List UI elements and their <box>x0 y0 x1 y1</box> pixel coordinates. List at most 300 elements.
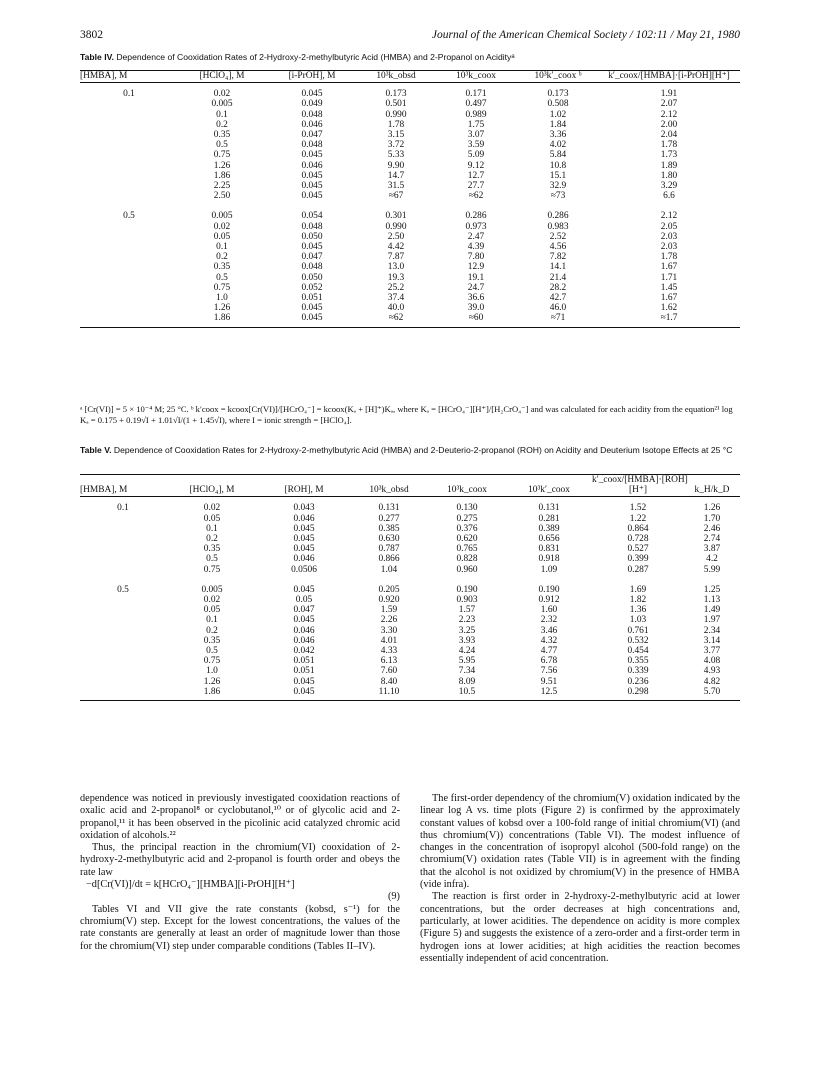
table-cell: 2.52 <box>549 231 567 242</box>
table-cell: 4.08 <box>703 656 721 667</box>
table-cell: 2.34 <box>703 625 721 636</box>
table-cell: 0.275 <box>456 513 478 524</box>
table-cell: 0.047 <box>301 130 323 141</box>
hmba-cell <box>80 303 178 313</box>
table-cell: 7.34 <box>458 666 476 677</box>
table-row <box>80 595 740 605</box>
table-cell: 1.86 <box>213 170 231 181</box>
table-cell: 0.990 <box>385 109 407 120</box>
table4-column-header: 10³k_coox <box>434 71 518 83</box>
table-cell: 2.00 <box>660 119 678 130</box>
table-cell: 1.59 <box>380 605 398 616</box>
table-cell: 1.22 <box>629 513 647 524</box>
table-row <box>80 120 740 130</box>
table-cell: 0.205 <box>378 584 400 595</box>
table-row <box>80 191 740 201</box>
table-cell: 0.2 <box>216 252 228 263</box>
body-paragraph: Thus, the principal reaction in the chromium(VI) cooxidation of 2-hydroxy-2-methylbutyric acid and 2-propanol is fourth order and obeys the rate law <box>80 842 400 878</box>
table-cell: 3.14 <box>703 635 721 646</box>
table-cell: 1.04 <box>380 564 398 575</box>
table-cell: 21.4 <box>549 272 567 283</box>
table5-column-header: k_H/k_D <box>684 475 740 497</box>
table-cell: 0.298 <box>592 687 684 701</box>
table-cell: 1.86 <box>166 687 258 701</box>
table5-column-header: 10³k′_coox <box>506 475 592 497</box>
table-cell: 0.620 <box>456 534 478 545</box>
hmba-cell <box>80 666 166 676</box>
table-cell: 2.50 <box>213 191 231 202</box>
table-row <box>80 222 740 232</box>
table-cell: 9.51 <box>540 676 558 687</box>
table-cell: 0.045 <box>301 242 323 253</box>
table-row <box>80 232 740 242</box>
table5 <box>80 474 740 701</box>
table-cell: 4.01 <box>380 635 398 646</box>
table-cell: 0.389 <box>538 523 560 534</box>
table-cell: 6.13 <box>380 656 398 667</box>
table-cell: 4.32 <box>540 635 558 646</box>
table-cell: 3.07 <box>467 130 485 141</box>
table-row <box>80 283 740 293</box>
table-cell: 0.051 <box>293 666 315 677</box>
table-cell: 8.40 <box>380 676 398 687</box>
table-cell: 0.046 <box>293 625 315 636</box>
table-cell: 0.190 <box>538 584 560 595</box>
table-cell: 6.78 <box>540 656 558 667</box>
table-cell: 0.043 <box>293 503 315 514</box>
table-cell: 27.7 <box>467 181 485 192</box>
table-cell: 0.355 <box>627 656 649 667</box>
table-cell: 1.69 <box>629 584 647 595</box>
table-cell: 0.048 <box>301 262 323 273</box>
table-row <box>80 534 740 544</box>
table-cell: ≈62 <box>468 191 484 202</box>
table-cell: 0.02 <box>203 503 221 514</box>
table-cell: 0.048 <box>301 140 323 151</box>
table-row <box>80 585 740 595</box>
table-cell: 2.32 <box>540 615 558 626</box>
hmba-cell <box>80 222 178 232</box>
group-spacer <box>80 575 740 585</box>
table-cell: 40.0 <box>387 303 405 314</box>
table-cell: 4.02 <box>549 140 567 151</box>
table-cell: 12.5 <box>506 687 592 701</box>
table4-column-header: [HMBA], M <box>80 71 178 83</box>
table-cell: 0.046 <box>293 635 315 646</box>
table-row <box>80 313 740 327</box>
table5-column-header: 10³k_obsd <box>350 475 428 497</box>
table-cell: 25.2 <box>387 282 405 293</box>
hmba-cell: 0.5 <box>117 584 129 595</box>
table-cell: 2.07 <box>660 99 678 110</box>
table-cell: 0.2 <box>206 625 218 636</box>
body-paragraph: The reaction is first order in 2-hydroxy-2-methylbutyric acid at lower concentrations, but the order decreases at high concentrations and, particularly, at lower acidities. The dependence on acidity is more complex (Figure 5) and suggests the existence of a zero-order and a first-order term in hydrogen ions at lower acidities; at high acidities the reaction becomes essentially independent of acid concentration. <box>420 891 740 964</box>
table-cell: 0.005 <box>201 584 223 595</box>
table4-footnote: ᵃ [Cr(VI)] = 5 × 10⁻⁴ M; 25 °C. ᵇ k′coox = kcoox[Cr(VI)]/[HCrO₄⁻] = kcoox(Kₐ + [H]⁺)Kₐ, where Kₐ = [HCrO₄⁻][H⁺]/[H₂CrO₄⁻] and was calculated for each acidity from the equation²¹ log Kₐ = 0.175 + 0.19√I + 1.01√I/(1 + 1.45√I), where I = ionic strength = [HClO₄]. <box>80 404 733 425</box>
table-row <box>80 497 740 514</box>
table-cell: 0.35 <box>213 130 231 141</box>
table-cell: 0.045 <box>293 676 315 687</box>
table-cell: 4.2 <box>706 554 718 565</box>
table-row <box>80 677 740 687</box>
table-row <box>80 615 740 625</box>
hmba-cell <box>80 110 178 120</box>
table-cell: ≈1.7 <box>598 313 740 327</box>
table4-column-header: 10³k_obsd <box>358 71 434 83</box>
table4-header-row <box>80 71 740 83</box>
table-cell: 4.39 <box>467 242 485 253</box>
hmba-cell <box>80 687 166 701</box>
table-cell: 2.50 <box>387 231 405 242</box>
table-cell: 0.045 <box>301 191 323 202</box>
table-cell: 3.15 <box>387 130 405 141</box>
table-cell: 10.5 <box>428 687 506 701</box>
hmba-cell <box>80 534 166 544</box>
table-cell: 1.25 <box>703 584 721 595</box>
table-cell: ≈73 <box>550 191 566 202</box>
page-number: 3802 <box>80 29 103 41</box>
table-cell: 0.02 <box>203 595 221 606</box>
table-cell: 0.376 <box>456 523 478 534</box>
table-cell: 14.1 <box>549 262 567 273</box>
table-cell: 0.050 <box>301 272 323 283</box>
table4 <box>80 70 740 328</box>
table-cell: 1.02 <box>549 109 567 120</box>
table-row <box>80 181 740 191</box>
hmba-cell <box>80 262 178 272</box>
table-cell: 0.286 <box>465 211 487 222</box>
table-cell: 1.67 <box>660 293 678 304</box>
table-cell: 0.5 <box>216 272 228 283</box>
table-cell: 12.7 <box>467 170 485 181</box>
hmba-cell <box>80 524 166 534</box>
table-cell: 0.190 <box>456 584 478 595</box>
table-cell: 9.12 <box>467 160 485 171</box>
table-row <box>80 646 740 656</box>
table-cell: 8.09 <box>458 676 476 687</box>
table-cell: 0.173 <box>547 89 569 100</box>
table-row <box>80 687 740 701</box>
table-cell: 0.046 <box>293 554 315 565</box>
table-cell: 7.56 <box>540 666 558 677</box>
hmba-cell <box>80 646 166 656</box>
table-cell: 1.97 <box>703 615 721 626</box>
table-cell: 32.9 <box>549 181 567 192</box>
table-cell: 0.042 <box>293 646 315 657</box>
table-cell: 0.990 <box>385 221 407 232</box>
table-row <box>80 211 740 221</box>
table4-caption-text: Dependence of Cooxidation Rates of 2-Hydroxy-2-methylbutyric Acid (HMBA) and 2-Propanol on Acidityᵃ <box>116 52 515 62</box>
table-cell: 3.46 <box>540 625 558 636</box>
table-cell: 0.281 <box>538 513 560 524</box>
table-cell: 0.35 <box>203 544 221 555</box>
table-cell: 0.130 <box>456 503 478 514</box>
table-cell: 1.26 <box>703 503 721 514</box>
table-cell: 0.75 <box>213 282 231 293</box>
table-cell: 19.1 <box>467 272 485 283</box>
table-cell: 0.05 <box>203 605 221 616</box>
table-cell: ≈67 <box>388 191 404 202</box>
table-cell: 0.989 <box>465 109 487 120</box>
table-cell: 1.67 <box>660 262 678 273</box>
table-cell: 0.045 <box>301 170 323 181</box>
table-cell: 0.831 <box>538 544 560 555</box>
table-cell: 3.72 <box>387 140 405 151</box>
table-cell: 1.73 <box>660 150 678 161</box>
table4-caption <box>80 52 740 63</box>
table-cell: 0.047 <box>293 605 315 616</box>
table-cell: 0.045 <box>258 687 350 701</box>
table-cell: 42.7 <box>549 293 567 304</box>
table-row <box>80 666 740 676</box>
hmba-cell <box>80 273 178 283</box>
table-cell: 11.10 <box>350 687 428 701</box>
hmba-cell <box>80 161 178 171</box>
table-cell: 37.4 <box>387 293 405 304</box>
table-cell: 4.77 <box>540 646 558 657</box>
table-cell: 39.0 <box>467 303 485 314</box>
table-cell: 0.048 <box>301 221 323 232</box>
table-row <box>80 171 740 181</box>
hmba-cell <box>80 565 166 575</box>
table-cell: 0.046 <box>293 513 315 524</box>
table-cell: 3.87 <box>703 544 721 555</box>
table-cell: 5.70 <box>684 687 740 701</box>
table-row <box>80 99 740 109</box>
table4-column-header: 10³k′_coox ᵇ <box>518 71 598 83</box>
hmba-cell <box>80 242 178 252</box>
table-cell: 1.62 <box>660 303 678 314</box>
table-row <box>80 293 740 303</box>
table5-caption-label: Table V. <box>80 445 112 455</box>
table5-column-header: [ROH], M <box>258 475 350 497</box>
table-cell: 0.054 <box>301 211 323 222</box>
table-cell: 2.03 <box>660 242 678 253</box>
table-cell: 2.12 <box>660 109 678 120</box>
table5-column-header: [HMBA], M <box>80 475 166 497</box>
table-row <box>80 544 740 554</box>
table-cell: 3.93 <box>458 635 476 646</box>
hmba-cell <box>80 595 166 605</box>
body-paragraph: dependence was noticed in previously investigated cooxidation reactions of oxalic acid and 2-propanol⁸ or cyclobutanol,¹⁰ or of glycolic acid and 2-propanol,¹¹ it has been observed in the picolinic acid catalyzed chromic acid oxidation of alcohols.²² <box>80 793 400 841</box>
table-row <box>80 273 740 283</box>
table-cell: 46.0 <box>549 303 567 314</box>
journal-citation: Journal of the American Chemical Society / 102:11 / May 21, 1980 <box>431 29 740 41</box>
table-cell: 2.23 <box>458 615 476 626</box>
table-cell: 0.0506 <box>291 564 317 575</box>
table-row <box>80 636 740 646</box>
table-cell: 0.02 <box>213 221 231 232</box>
table-cell: 1.0 <box>216 293 228 304</box>
table-cell: 0.983 <box>547 221 569 232</box>
table-cell: 0.630 <box>378 534 400 545</box>
table5-header-row <box>80 475 740 497</box>
table-cell: 0.656 <box>538 534 560 545</box>
table-cell: 0.045 <box>266 313 358 327</box>
body-left-column <box>80 793 400 953</box>
table-row <box>80 303 740 313</box>
table-cell: 0.046 <box>301 160 323 171</box>
table-cell: 1.78 <box>387 119 405 130</box>
hmba-cell <box>80 252 178 262</box>
table-cell: 0.960 <box>456 564 478 575</box>
table-cell: 2.26 <box>380 615 398 626</box>
table4-column-header: [HClO₄], M <box>178 71 266 83</box>
table5-column-header: 10³k_coox <box>428 475 506 497</box>
hmba-cell: 0.1 <box>123 89 135 100</box>
table-cell: 1.71 <box>660 272 678 283</box>
table-cell: 1.26 <box>213 160 231 171</box>
table-cell: 24.7 <box>467 282 485 293</box>
table-cell: 3.59 <box>467 140 485 151</box>
table-cell: 0.045 <box>301 181 323 192</box>
hmba-cell <box>80 191 178 201</box>
table-cell: 0.046 <box>301 119 323 130</box>
table-row <box>80 130 740 140</box>
table-cell: 0.02 <box>213 89 231 100</box>
table-cell: ≈71 <box>518 313 598 327</box>
table-cell: 2.12 <box>660 211 678 222</box>
table-cell: 6.6 <box>663 191 675 202</box>
hmba-cell <box>80 171 178 181</box>
table-cell: 0.005 <box>211 99 233 110</box>
table-cell: 0.399 <box>627 554 649 565</box>
table-cell: 1.45 <box>660 282 678 293</box>
table-cell: 3.29 <box>660 181 678 192</box>
table-cell: 1.78 <box>660 140 678 151</box>
hmba-cell: 0.1 <box>117 503 129 514</box>
table-cell: 0.787 <box>378 544 400 555</box>
table-cell: 0.045 <box>301 303 323 314</box>
table-cell: 0.912 <box>538 595 560 606</box>
table-cell: 0.049 <box>301 99 323 110</box>
table-cell: 5.84 <box>549 150 567 161</box>
hmba-cell <box>80 615 166 625</box>
table-row <box>80 140 740 150</box>
table-row <box>80 262 740 272</box>
table-row <box>80 514 740 524</box>
table-cell: 2.74 <box>703 534 721 545</box>
table-cell: 1.52 <box>629 503 647 514</box>
table-cell: 0.1 <box>206 523 218 534</box>
table-cell: 0.497 <box>465 99 487 110</box>
table-cell: 0.920 <box>378 595 400 606</box>
table-cell: 0.286 <box>547 211 569 222</box>
table-cell: 3.30 <box>380 625 398 636</box>
table-cell: 0.75 <box>203 564 221 575</box>
hmba-cell <box>80 677 166 687</box>
table-cell: 1.70 <box>703 513 721 524</box>
table-cell: ≈60 <box>434 313 518 327</box>
table4-column-header: k′_coox/[HMBA]·[i-PrOH][H⁺] <box>598 71 740 83</box>
table-cell: 0.765 <box>456 544 478 555</box>
table-cell: 0.050 <box>301 231 323 242</box>
table-cell: 0.2 <box>216 119 228 130</box>
equation-number: (9) <box>387 891 400 903</box>
table-cell: 15.1 <box>549 170 567 181</box>
table-cell: 7.60 <box>380 666 398 677</box>
table-cell: 0.1 <box>206 615 218 626</box>
table-cell: 0.045 <box>293 523 315 534</box>
table-cell: 0.501 <box>385 99 407 110</box>
table-cell: 0.5 <box>216 140 228 151</box>
table-cell: 0.339 <box>627 666 649 677</box>
table-cell: 0.532 <box>627 635 649 646</box>
hmba-cell <box>80 605 166 615</box>
table-cell: 0.527 <box>627 544 649 555</box>
table-cell: 1.80 <box>660 170 678 181</box>
table-cell: 2.47 <box>467 231 485 242</box>
table-cell: 0.048 <box>301 109 323 120</box>
table-cell: 0.173 <box>385 89 407 100</box>
table-cell: 10.8 <box>549 160 567 171</box>
table-cell: 0.75 <box>213 150 231 161</box>
table-cell: 0.864 <box>627 523 649 534</box>
table-cell: 0.045 <box>301 150 323 161</box>
table-cell: 31.5 <box>387 181 405 192</box>
table-cell: 4.33 <box>380 646 398 657</box>
table4-column-header: [i-PrOH], M <box>266 71 358 83</box>
table-cell: 13.0 <box>387 262 405 273</box>
table-cell: 0.35 <box>203 635 221 646</box>
table5-column-header: [HClO₄], M <box>166 475 258 497</box>
table-cell: 1.26 <box>213 303 231 314</box>
table-cell: 19.3 <box>387 272 405 283</box>
table-cell: 0.2 <box>206 534 218 545</box>
table-row <box>80 242 740 252</box>
table-cell: 1.57 <box>458 605 476 616</box>
table-cell: 0.131 <box>378 503 400 514</box>
table5-caption <box>80 445 740 456</box>
table-cell: 0.047 <box>301 252 323 263</box>
hmba-cell <box>80 181 178 191</box>
table-cell: 0.171 <box>465 89 487 100</box>
table-cell: 0.05 <box>213 231 231 242</box>
table-cell: 3.25 <box>458 625 476 636</box>
table-cell: 3.77 <box>703 646 721 657</box>
table-cell: 14.7 <box>387 170 405 181</box>
table-cell: 1.36 <box>629 605 647 616</box>
body-paragraph: The first-order dependency of the chromium(V) oxidation indicated by the linear log A vs. time plots (Figure 2) is confirmed by the approximately constant values of kobsd over a 100-fold range of initial chromium(VI) (and thus chromium(V)) concentrations (Table VI). The modest influence of changes in the concentration of isopropyl alcohol (500-fold range) on the chromium(V) oxidation rates (Table VII) is in agreement with the finding that the alcohol is not oxidized by chromium(V) in the presence of HMBA (vide infra). <box>420 793 740 891</box>
table-cell: 1.09 <box>540 564 558 575</box>
table-cell: 0.508 <box>547 99 569 110</box>
table-cell: 0.051 <box>293 656 315 667</box>
table-cell: 1.91 <box>660 89 678 100</box>
table-cell: 0.045 <box>293 544 315 555</box>
table4-caption-label: Table IV. <box>80 52 114 62</box>
table-cell: 1.60 <box>540 605 558 616</box>
table-cell: 0.5 <box>206 554 218 565</box>
table-cell: 0.301 <box>385 211 407 222</box>
table-row <box>80 110 740 120</box>
table-cell: 0.1 <box>216 109 228 120</box>
table-row <box>80 252 740 262</box>
rate-law-equation: −d[Cr(VI)]/dt = k[HCrO₄⁻][HMBA][i-PrOH][H⁺] <box>86 879 295 891</box>
table5-caption-text: Dependence of Cooxidation Rates for 2-Hydroxy-2-methylbutyric Acid (HMBA) and 2-Deuterio-2-propanol (ROH) on Acidity and Deuterium Isotope Effects at 25 °C <box>113 445 733 455</box>
table-row <box>80 150 740 160</box>
table-cell: 1.75 <box>467 119 485 130</box>
hmba-cell <box>80 99 178 109</box>
table-cell: 0.236 <box>627 676 649 687</box>
hmba-cell <box>80 554 166 564</box>
table-cell: 0.728 <box>627 534 649 545</box>
table-cell: 0.045 <box>301 89 323 100</box>
table-cell: 2.46 <box>703 523 721 534</box>
hmba-cell <box>80 313 178 327</box>
table-row <box>80 554 740 564</box>
table-cell: 4.56 <box>549 242 567 253</box>
table-cell: 0.045 <box>293 615 315 626</box>
